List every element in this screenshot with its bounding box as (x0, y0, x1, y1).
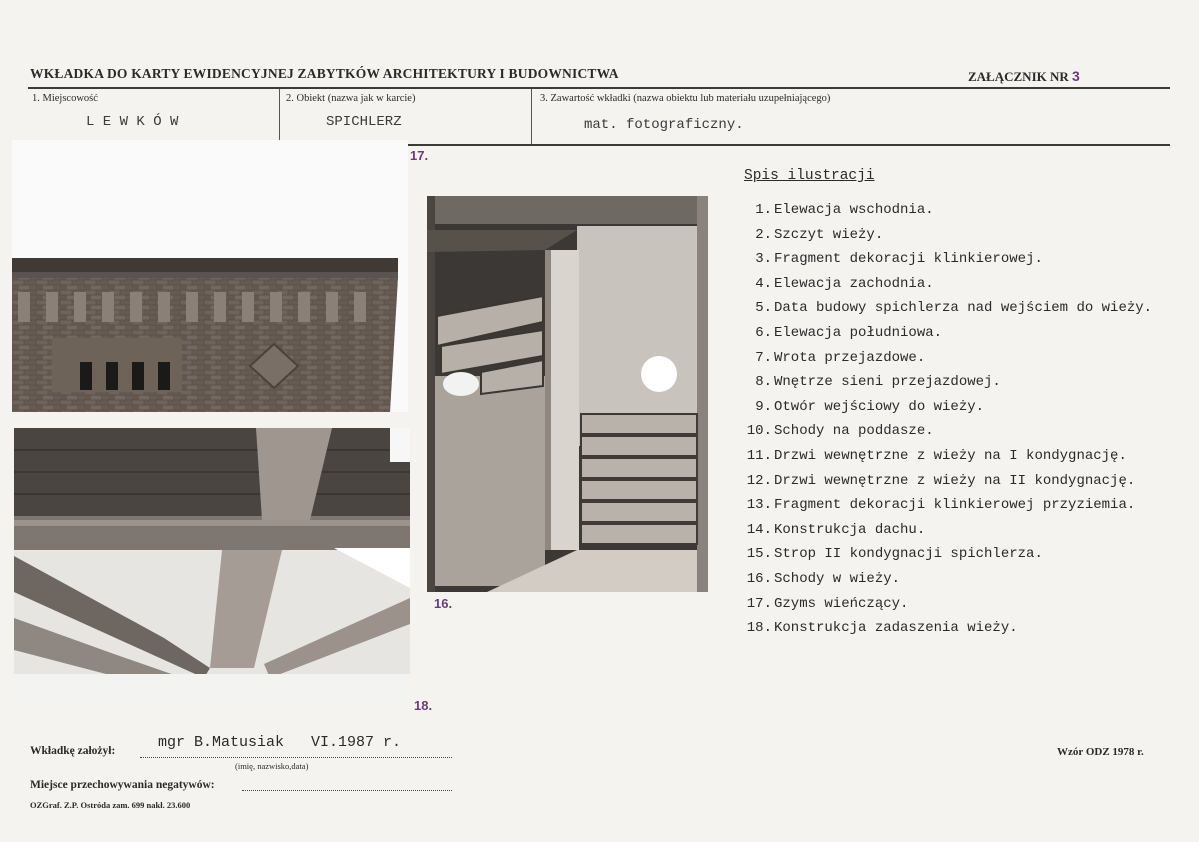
locality-label: 1. Miejscowość (32, 93, 98, 104)
illustration-item (735, 296, 1197, 321)
locality-value: L E W K Ó W (86, 114, 179, 130)
illustration-number: 15. (746, 546, 772, 563)
storage-label: Miejsce przechowywania negatywów: (30, 779, 215, 791)
illustration-text: Fragment dekoracji klinkierowej przyziemia. (774, 497, 1136, 514)
illustration-number: 14. (746, 521, 772, 538)
illustration-number: 18. (746, 620, 772, 637)
illustration-number: 6. (755, 324, 772, 341)
founder-dotted-line (140, 757, 452, 758)
illustration-number: 8. (755, 374, 772, 391)
illustration-item (735, 198, 1197, 223)
illustration-text: Drzwi wewnętrzne z wieży na I kondygnację. (774, 447, 1127, 464)
photo-cornice (12, 140, 408, 412)
illustration-text: Elewacja wschodnia. (774, 202, 934, 218)
template-label: Wzór ODZ 1978 r. (1057, 746, 1144, 758)
illustration-item (735, 370, 1197, 395)
illustration-text: Gzyms wieńczący. (774, 595, 909, 612)
illustration-text: Data budowy spichlerza nad wejściem do wieży. (774, 300, 1153, 317)
illustration-text: Otwór wejściowy do wieży. (774, 398, 985, 415)
annex-number: 3 (1072, 68, 1080, 84)
illustration-item (735, 567, 1197, 592)
illustration-item (735, 395, 1197, 420)
illustration-text: Drzwi wewnętrzne z wieży na II kondygnację. (774, 472, 1136, 489)
illustration-number: 13. (746, 497, 772, 514)
illustration-text: Fragment dekoracji klinkierowej. (774, 251, 1043, 268)
illustration-text: Strop II kondygnacji spichlerza. (774, 546, 1043, 563)
storage-dotted-line (242, 790, 452, 791)
illustration-number: 1. (755, 202, 772, 218)
illustration-item (735, 223, 1197, 248)
photo-roof-construction (14, 428, 410, 708)
illustration-number: 3. (755, 251, 772, 268)
field-separator-1 (279, 89, 280, 144)
header-rule-top (28, 87, 1170, 89)
annex-label (968, 68, 1080, 85)
illustration-number: 7. (755, 349, 772, 366)
illustration-text: Szczyt wieży. (774, 226, 884, 243)
illustration-item (735, 542, 1197, 567)
founder-value: mgr B.Matusiak VI.1987 r. (158, 734, 402, 751)
content-label: 3. Zawartość wkładki (nazwa obiektu lub materiału uzupełniającego) (540, 93, 831, 104)
tower-stairs-photo-image (427, 196, 708, 592)
illustration-item (735, 419, 1197, 444)
illustration-text: Wrota przejazdowe. (774, 349, 926, 366)
photo-tower-stairs (427, 196, 708, 592)
illustration-text: Konstrukcja dachu. (774, 521, 926, 538)
roof-construction-photo-image (14, 428, 410, 708)
illustration-text: Wnętrze sieni przejazdowej. (774, 374, 1001, 391)
object-value: SPICHLERZ (326, 114, 402, 130)
founder-hint: (imię, nazwisko,data) (235, 761, 309, 771)
illustration-item (735, 444, 1197, 469)
illustration-text: Elewacja zachodnia. (774, 275, 934, 292)
illustrations-list (735, 198, 1197, 641)
illustration-text: Schody w wieży. (774, 570, 901, 587)
founder-label: Wkładkę założył: (30, 745, 116, 757)
content-value: mat. fotograficzny. (584, 117, 744, 133)
illustration-number: 5. (755, 300, 772, 317)
field-separator-2 (531, 89, 532, 144)
cornice-photo-image (12, 140, 408, 412)
illustrations-title: Spis ilustracji (744, 168, 875, 184)
illustration-number: 9. (755, 398, 772, 415)
photo-number-16: 16. (434, 596, 453, 611)
card-title: WKŁADKA DO KARTY EWIDENCYJNEJ ZABYTKÓW ARCHITEKTURY I BUDOWNICTWA (30, 66, 619, 81)
illustration-number: 2. (755, 226, 772, 243)
illustration-number: 10. (746, 423, 772, 440)
illustration-number: 12. (746, 472, 772, 489)
object-label: 2. Obiekt (nazwa jak w karcie) (286, 93, 416, 104)
photo-number-17: 17. (410, 148, 429, 163)
illustration-text: Elewacja południowa. (774, 324, 943, 341)
illustration-number: 17. (746, 595, 772, 612)
illustration-number: 11. (746, 447, 772, 464)
illustration-item (735, 272, 1197, 297)
illustration-item (735, 469, 1197, 494)
illustration-item (735, 493, 1197, 518)
illustration-number: 16. (746, 570, 772, 587)
illustration-text: Konstrukcja zadaszenia wieży. (774, 620, 1018, 637)
illustration-item (735, 592, 1197, 617)
illustration-item (735, 321, 1197, 346)
annex-label-text: ZAŁĄCZNIK NR (968, 69, 1069, 84)
illustration-item (735, 247, 1197, 272)
printer-info: OZGraf. Z.P. Ostróda zam. 699 nakł. 23.600 (30, 800, 191, 810)
illustration-item (735, 518, 1197, 543)
illustration-item (735, 346, 1197, 371)
illustration-text: Schody na poddasze. (774, 423, 934, 440)
photo-number-18: 18. (414, 698, 433, 713)
illustration-number: 4. (755, 275, 772, 292)
illustration-item (735, 616, 1197, 641)
